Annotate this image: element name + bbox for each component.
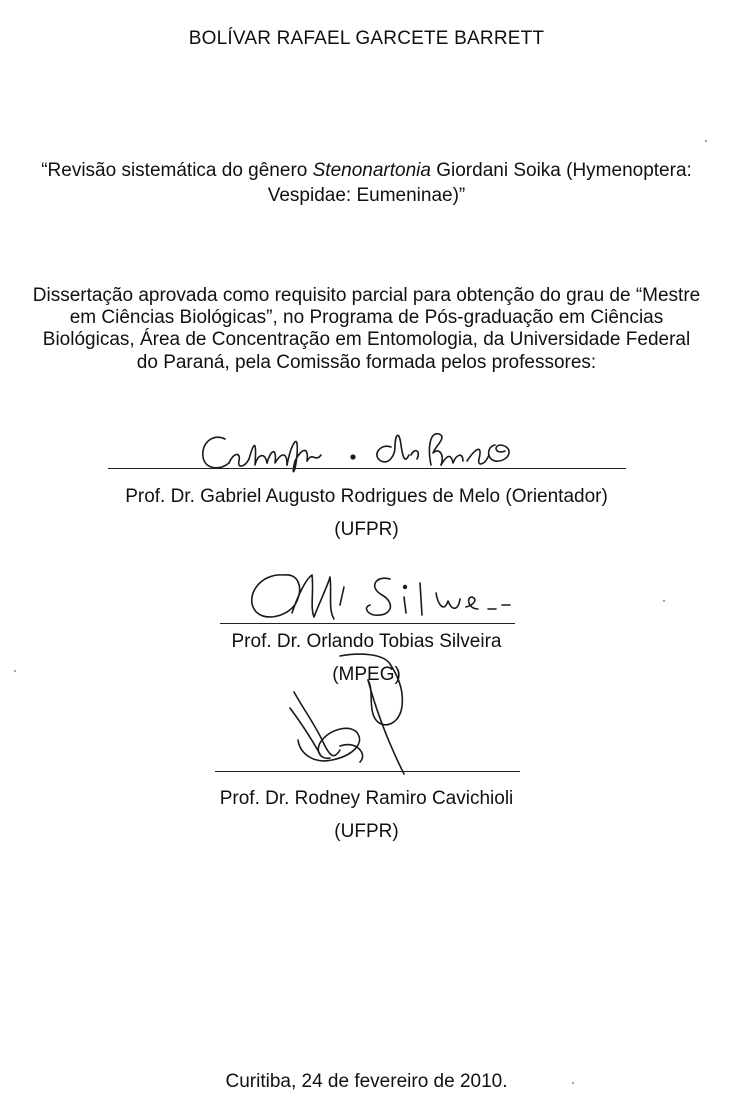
title-text-before: “Revisão sistemática do gênero xyxy=(41,160,313,181)
signature-line-1 xyxy=(108,468,626,469)
committee-member-2-name: Prof. Dr. Orlando Tobias Silveira xyxy=(231,631,502,652)
signature-line-2 xyxy=(220,623,515,624)
scan-speck xyxy=(14,670,16,672)
signature-1-handwritten xyxy=(195,425,525,480)
committee-member-3-institution: (UFPR) xyxy=(334,821,399,842)
approval-text-line-4: do Paraná, pela Comissão formada pelos professores: xyxy=(136,352,597,373)
title-genus-italic: Stenonartonia xyxy=(312,160,431,181)
committee-member-1-institution: (UFPR) xyxy=(334,519,399,540)
title-text-after: Giordani Soika (Hymenoptera: xyxy=(430,160,692,181)
scan-speck xyxy=(663,600,665,602)
dissertation-title-line-1 xyxy=(0,160,733,182)
signature-line-3 xyxy=(215,771,520,772)
approval-text-line-3: Biológicas, Área de Concentração em Entomologia, da Universidade Federal xyxy=(42,329,691,350)
committee-member-3-name: Prof. Dr. Rodney Ramiro Cavichioli xyxy=(219,788,514,809)
committee-member-1-name: Prof. Dr. Gabriel Augusto Rodrigues de Melo (Orientador) xyxy=(125,486,608,507)
committee-member-2-institution: (MPEG) xyxy=(332,664,401,685)
author-name: BOLÍVAR RAFAEL GARCETE BARRETT xyxy=(188,28,545,49)
approval-text-line-1: Dissertação aprovada como requisito parcial para obtenção do grau de “Mestre xyxy=(32,285,701,306)
approval-text-line-2: em Ciências Biológicas”, no Programa de Pós-graduação em Ciências xyxy=(69,307,664,328)
scan-speck xyxy=(705,140,707,142)
dissertation-title-line-2: Vespidae: Eumeninae)” xyxy=(267,185,466,206)
signature-3-handwritten xyxy=(280,650,420,785)
place-and-date: Curitiba, 24 de fevereiro de 2010. xyxy=(225,1071,508,1092)
scan-speck xyxy=(572,1082,574,1084)
signature-2-handwritten xyxy=(240,565,540,630)
